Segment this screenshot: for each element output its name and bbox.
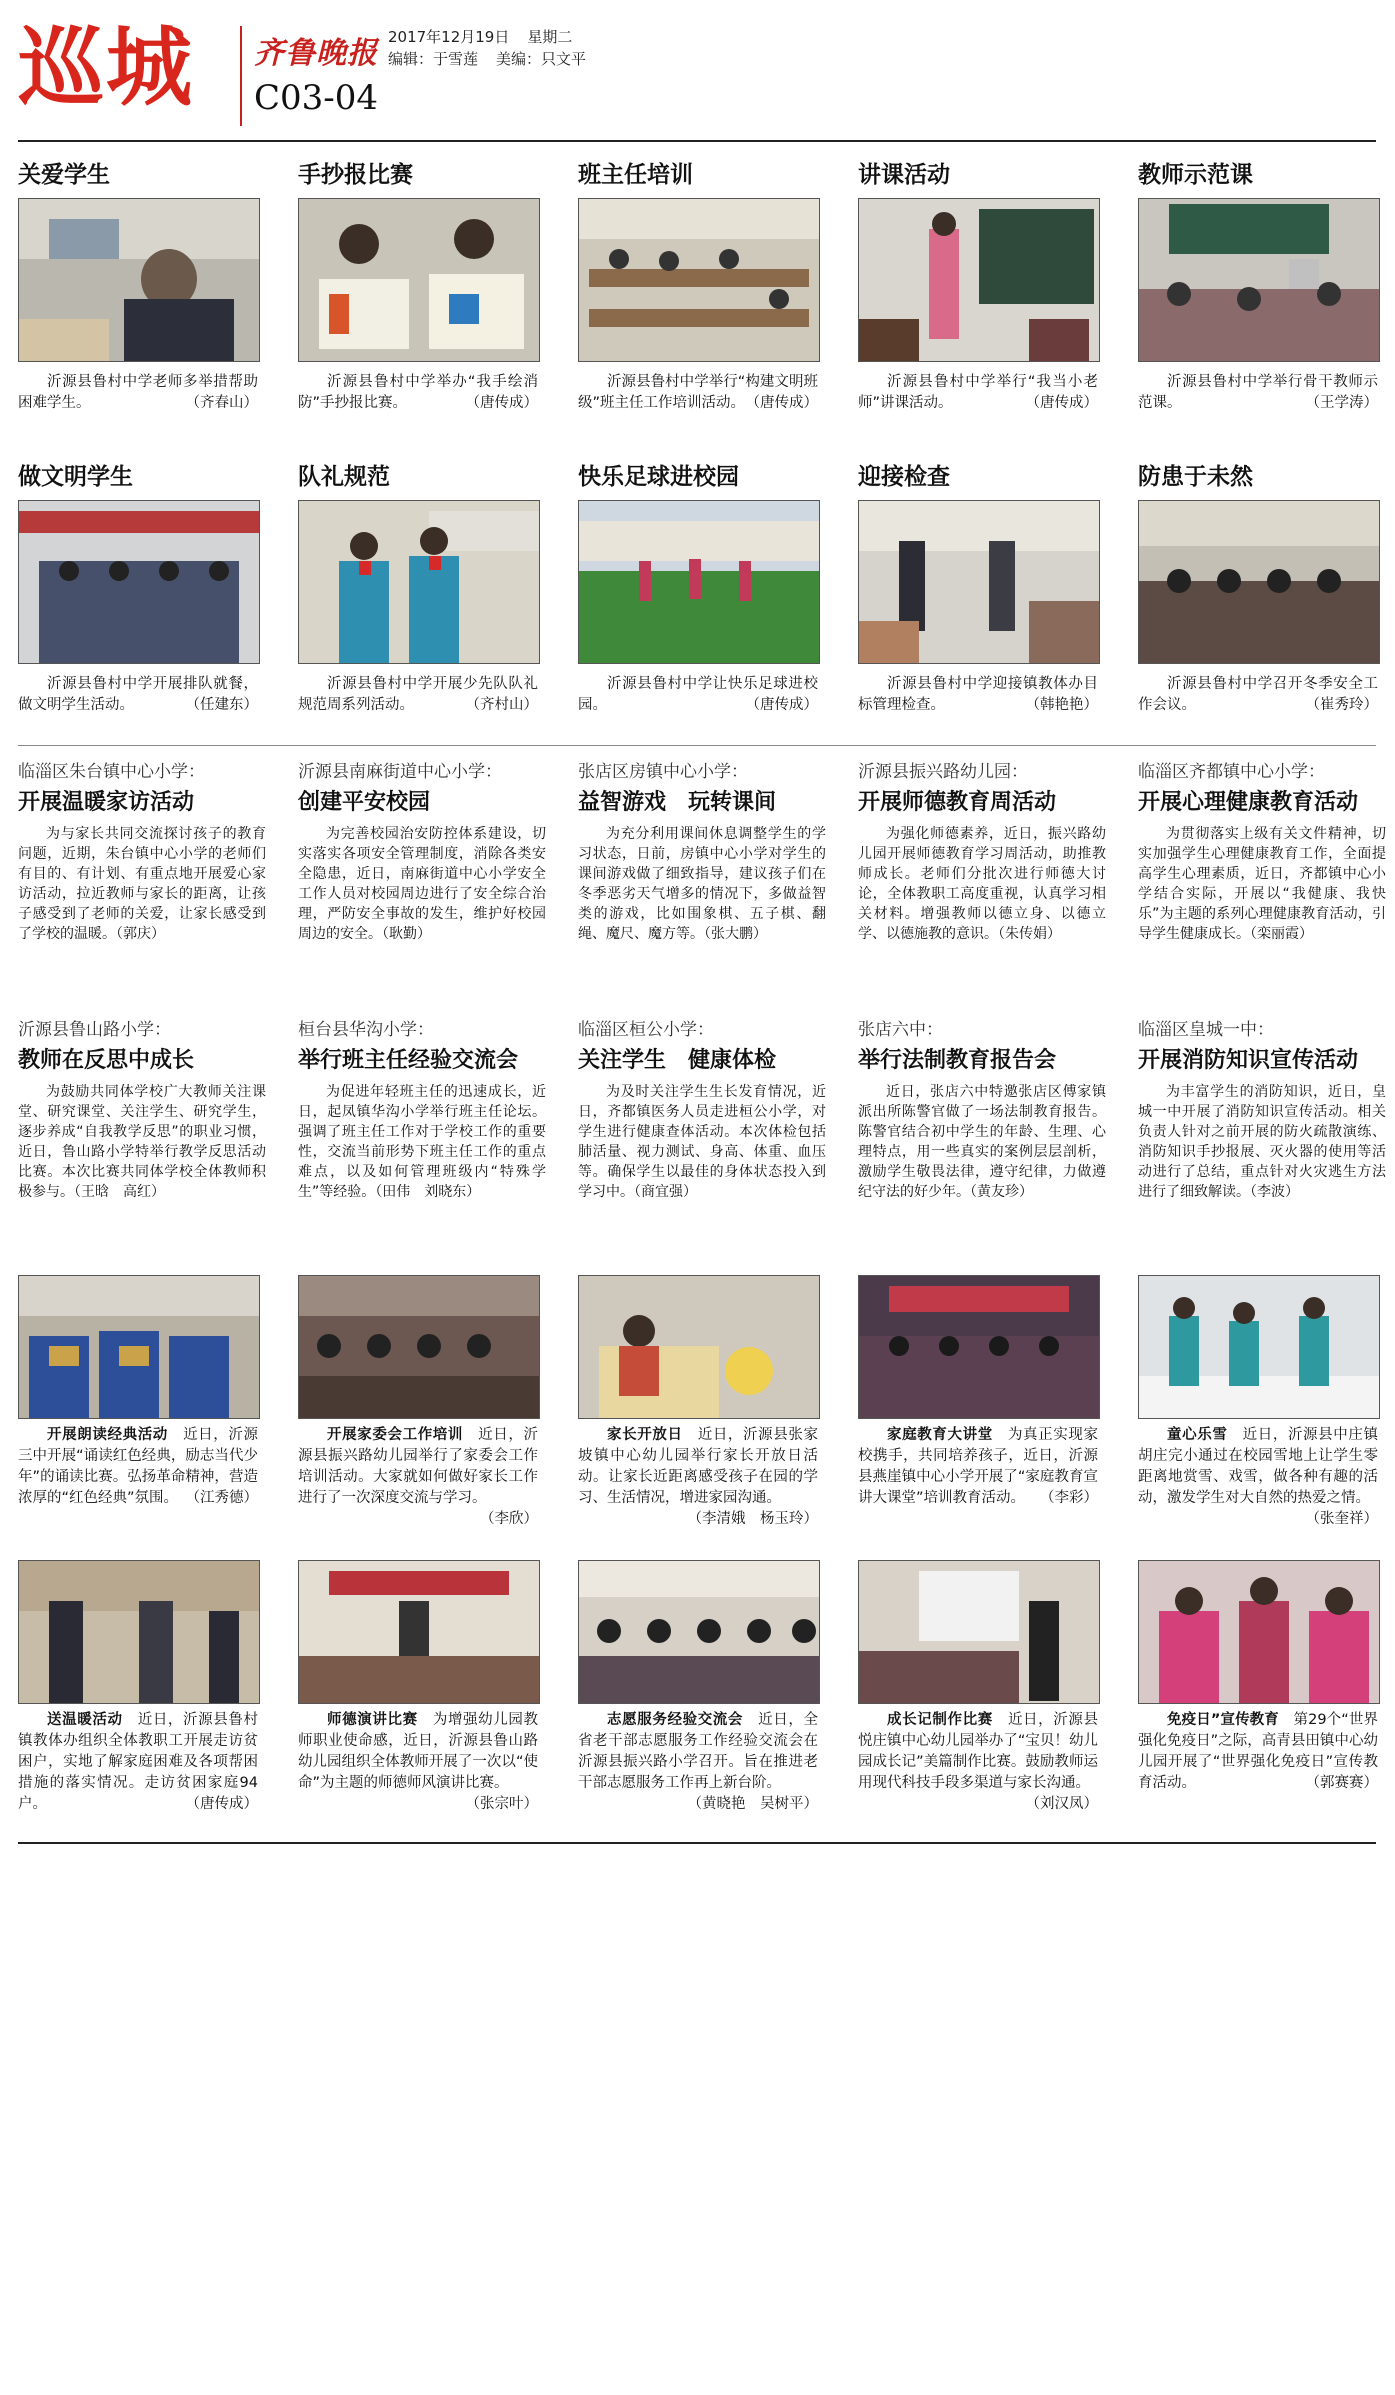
story-caption: 沂源县鲁村中学召开冬季安全工作会议。 （崔秀玲） <box>1138 676 1378 713</box>
story-caption: 沂源县鲁村中学开展排队就餐，做文明学生活动。 （任建东） <box>18 676 258 713</box>
photo-caption: 师德演讲比赛 为增强幼儿园教师职业使命感，近日，沂源县鲁山路幼儿园组织全体教师开展了一次以“使命”为主题的师德师风演讲比赛。 （张宗叶） <box>298 1712 539 1812</box>
article-source: 临淄区桓公小学： <box>578 1020 714 1040</box>
masthead-rule <box>18 140 1376 142</box>
article-headline: 举行法制教育报告会 <box>858 1048 1057 1073</box>
article-headline: 开展温暖家访活动 <box>18 790 195 815</box>
article-source: 临淄区朱台镇中心小学： <box>18 762 205 782</box>
story-caption: 沂源县鲁村中学举行骨干教师示范课。 （王学涛） <box>1138 374 1378 411</box>
article-body: 为促进年轻班主任的迅速成长，近日，起凤镇华沟小学举行班主任论坛。强调了班主任工作对于学校工作的重要性，交流当前形势下班主任工作的重点难点，以及如何管理班级内“特殊学生”等经验。（田伟 刘晓东） <box>298 1084 546 1200</box>
story-photo <box>1138 198 1380 362</box>
article-source: 临淄区齐都镇中心小学： <box>1138 762 1325 782</box>
story-title: 队礼规范 <box>298 464 390 490</box>
brief-article <box>18 1018 266 1202</box>
photo-caption: 开展朗读经典活动 近日，沂源三中开展“诵读红色经典，励志当代少年”的诵读比赛。弘扬革命精神，营造浓厚的“红色经典”氛围。 （江秀德） <box>18 1427 259 1506</box>
photo-caption: 童心乐雪 近日，沂源县中庄镇胡庄完小通过在校园雪地上让学生零距离地赏雪、戏雪，做各种有趣的活动，激发学生对大自然的热爱之情。 （张奎祥） <box>1138 1427 1379 1527</box>
photo-caption: 送温暖活动 近日，沂源县鲁村镇教体办组织全体教职工开展走访贫困户，实地了解家庭困难及各项帮困措施的落实情况。走访贫困家庭94户。 （唐传成） <box>18 1712 259 1812</box>
story-title: 班主任培训 <box>578 162 693 188</box>
photo-caption: 成长记制作比赛 近日，沂源县悦庄镇中心幼儿园举办了“宝贝！幼儿园成长记”美篇制作比赛。鼓励教师运用现代科技手段多渠道与家长沟通。 （刘汉凤） <box>858 1712 1099 1812</box>
article-source: 沂源县振兴路幼儿园： <box>858 762 1028 782</box>
story-photo <box>1138 1560 1380 1704</box>
story-photo <box>578 1275 820 1419</box>
section-divider <box>18 745 1376 746</box>
photo-story <box>1138 462 1382 713</box>
story-photo <box>18 198 260 362</box>
photo-story <box>18 462 262 713</box>
masthead-meta <box>388 26 604 70</box>
brief-article <box>578 1018 826 1202</box>
story-title: 教师示范课 <box>1138 162 1253 188</box>
article-body: 为强化师德素养，近日，振兴路幼儿园开展师德教育学习周活动，助推教师成长。老师们分批次进行师德大讨论，全体教职工高度重视，认真学习相关材料。增强教师以德立身、以德立学、以德施教的意识。（朱传娟） <box>858 826 1106 942</box>
article-body: 为贯彻落实上级有关文件精神，切实加强学生心理健康教育工作，全面提高学生心理素质，近日，齐都镇中心小学结合实际，开展以“我健康、我快乐”为主题的系列心理健康教育活动，引导学生健康成长。（栾丽霞） <box>1138 826 1386 942</box>
editor-credit: 编辑：于雪莲 <box>388 50 479 68</box>
story-photo <box>18 1275 260 1419</box>
story-title: 手抄报比赛 <box>298 162 413 188</box>
article-headline: 开展心理健康教育活动 <box>1138 790 1359 815</box>
article-headline: 益智游戏 玩转课间 <box>578 790 777 815</box>
article-body: 为及时关注学生生长发育情况，近日，齐都镇医务人员走进桓公小学，对学生进行健康查体活动。本次体检包括肺活量、视力测试、身高、体重、血压等。确保学生以最佳的身体状态投入到学习中。（商宜强） <box>578 1084 826 1200</box>
issue-weekday: 星期二 <box>527 28 573 46</box>
story-photo <box>578 1560 820 1704</box>
brief-article <box>18 760 266 944</box>
story-photo <box>578 500 820 664</box>
story-photo <box>298 500 540 664</box>
story-photo <box>1138 1275 1380 1419</box>
story-caption: 沂源县鲁村中学举办“我手绘消防”手抄报比赛。 （唐传成） <box>298 374 538 411</box>
story-photo <box>18 500 260 664</box>
photo-story <box>1138 160 1382 411</box>
brief-article <box>858 760 1106 944</box>
section-title: 巡城 <box>18 17 194 118</box>
brief-article <box>298 1018 546 1202</box>
article-source: 沂源县南麻街道中心小学： <box>298 762 502 782</box>
article-source: 张店区房镇中心小学： <box>578 762 748 782</box>
brief-article <box>578 760 826 944</box>
story-caption: 沂源县鲁村中学老师多举措帮助困难学生。 （齐春山） <box>18 374 258 411</box>
story-caption: 沂源县鲁村中学迎接镇教体办目标管理检查。 （韩艳艳） <box>858 676 1098 713</box>
photo-story <box>578 462 822 713</box>
article-headline: 开展消防知识宣传活动 <box>1138 1048 1359 1073</box>
article-headline: 教师在反思中成长 <box>18 1048 195 1073</box>
photo-caption: 开展家委会工作培训 近日，沂源县振兴路幼儿园举行了家委会工作培训活动。大家就如何做好家长工作进行了一次深度交流与学习。 （李欣） <box>298 1427 539 1527</box>
page-number: C03-04 <box>254 78 379 118</box>
story-title: 讲课活动 <box>858 162 950 188</box>
article-source: 桓台县华沟小学： <box>298 1020 434 1040</box>
brief-article <box>1138 1018 1386 1202</box>
photo-caption: 免疫日”宣传教育 第29个“世界强化免疫日”之际，高青县田镇中心幼儿园开展了“世界强化免疫日”宣传教育活动。 （郭赛赛） <box>1138 1712 1378 1791</box>
photo-caption: 家庭教育大讲堂 为真正实现家校携手，共同培养孩子，近日，沂源县燕崖镇中心小学开展了“家庭教育宣讲大课堂”培训教育活动。 （李彩） <box>858 1427 1099 1506</box>
photo-story <box>858 160 1102 411</box>
story-photo <box>298 1275 540 1419</box>
story-photo <box>1138 500 1380 664</box>
story-photo <box>858 1275 1100 1419</box>
story-photo <box>18 1560 260 1704</box>
article-body: 为丰富学生的消防知识，近日，皇城一中开展了消防知识宣传活动。相关负责人针对之前开展的防火疏散演练、消防知识手抄报展、灭火器的使用等活动进行了总结，重点针对火灾逃生方法进行了细致解读。（李波） <box>1138 1084 1386 1200</box>
brief-article <box>1138 760 1386 944</box>
page-bottom-rule <box>18 1842 1376 1844</box>
photo-caption: 家长开放日 近日，沂源县张家坡镇中心幼儿园举行家长开放日活动。让家长近距离感受孩子在园的学习、生活情况，增进家园沟通。 （李清娥 杨玉玲） <box>578 1427 819 1527</box>
photo-story <box>578 160 822 411</box>
story-photo <box>858 500 1100 664</box>
story-photo <box>858 198 1100 362</box>
story-caption: 沂源县鲁村中学举行“构建文明班级”班主任工作培训活动。 （唐传成） <box>578 374 818 411</box>
brief-article <box>298 760 546 944</box>
story-title: 快乐足球进校园 <box>578 464 739 490</box>
article-headline: 创建平安校园 <box>298 790 431 815</box>
masthead-divider <box>240 26 242 126</box>
article-body: 为完善校园治安防控体系建设，切实落实各项安全管理制度，消除各类安全隐患，近日，南麻街道中心小学安全工作人员对校园周边进行了安全综合治理，严防安全事故的发生，维护好校园周边的安全。（耿勤） <box>298 826 546 942</box>
story-photo <box>578 198 820 362</box>
story-photo <box>298 1560 540 1704</box>
story-photo <box>298 198 540 362</box>
story-photo <box>858 1560 1100 1704</box>
story-title: 做文明学生 <box>18 464 133 490</box>
newspaper-logo: 齐鲁晚报 <box>254 36 378 71</box>
story-title: 迎接检查 <box>858 464 950 490</box>
story-caption: 沂源县鲁村中学开展少先队队礼规范周系列活动。 （齐村山） <box>298 676 538 713</box>
masthead <box>18 18 1376 136</box>
brief-article <box>858 1018 1106 1202</box>
photo-caption: 志愿服务经验交流会 近日，全省老干部志愿服务工作经验交流会在沂源县振兴路小学召开。旨在推进老干部志愿服务工作再上新台阶。 （黄晓艳 吴树平） <box>578 1712 819 1812</box>
article-headline: 举行班主任经验交流会 <box>298 1048 519 1073</box>
issue-date: 2017年12月19日 <box>388 28 510 46</box>
article-body: 为与家长共同交流探讨孩子的教育问题，近期，朱台镇中心小学的老师们有目的、有计划、有重点地开展爱心家访活动，拉近教师与家长的距离，让孩子感受到了老师的关爱，让家长感受到了学校的温暖。（郭庆） <box>18 826 266 942</box>
photo-story <box>298 160 542 411</box>
photo-story <box>858 462 1102 713</box>
article-headline: 关注学生 健康体检 <box>578 1048 777 1073</box>
story-title: 防患于未然 <box>1138 464 1253 490</box>
designer-credit: 美编：只文平 <box>496 50 587 68</box>
photo-story <box>298 462 542 713</box>
article-source: 临淄区皇城一中： <box>1138 1020 1274 1040</box>
article-body: 为充分利用课间休息调整学生的学习状态，日前，房镇中心小学对学生的课间游戏做了细致指导，建议孩子们在冬季恶劣天气增多的情况下，多做益智类的游戏，比如围象棋、五子棋、翻绳、魔尺、魔方等。（张大鹏） <box>578 826 826 942</box>
story-title: 关爱学生 <box>18 162 110 188</box>
photo-story <box>18 160 262 411</box>
story-caption: 沂源县鲁村中学举行“我当小老师”讲课活动。 （唐传成） <box>858 374 1098 411</box>
article-source: 张店六中： <box>858 1020 943 1040</box>
article-body: 近日，张店六中特邀张店区傅家镇派出所陈警官做了一场法制教育报告。陈警官结合初中学生的年龄、生理、心理特点，用一些真实的案例层层剖析，激励学生敬畏法律，遵守纪律，力做遵纪守法的好少年。（黄友珍） <box>858 1084 1106 1200</box>
article-headline: 开展师德教育周活动 <box>858 790 1057 815</box>
article-body: 为鼓励共同体学校广大教师关注课堂、研究课堂、关注学生、研究学生，逐步养成“自我教学反思”的职业习惯，近日，鲁山路小学特举行教学反思活动比赛。本次比赛共同体学校全体教师积极参与。（王晗 高红） <box>18 1084 266 1200</box>
article-source: 沂源县鲁山路小学： <box>18 1020 171 1040</box>
story-caption: 沂源县鲁村中学让快乐足球进校园。 （唐传成） <box>578 676 818 713</box>
